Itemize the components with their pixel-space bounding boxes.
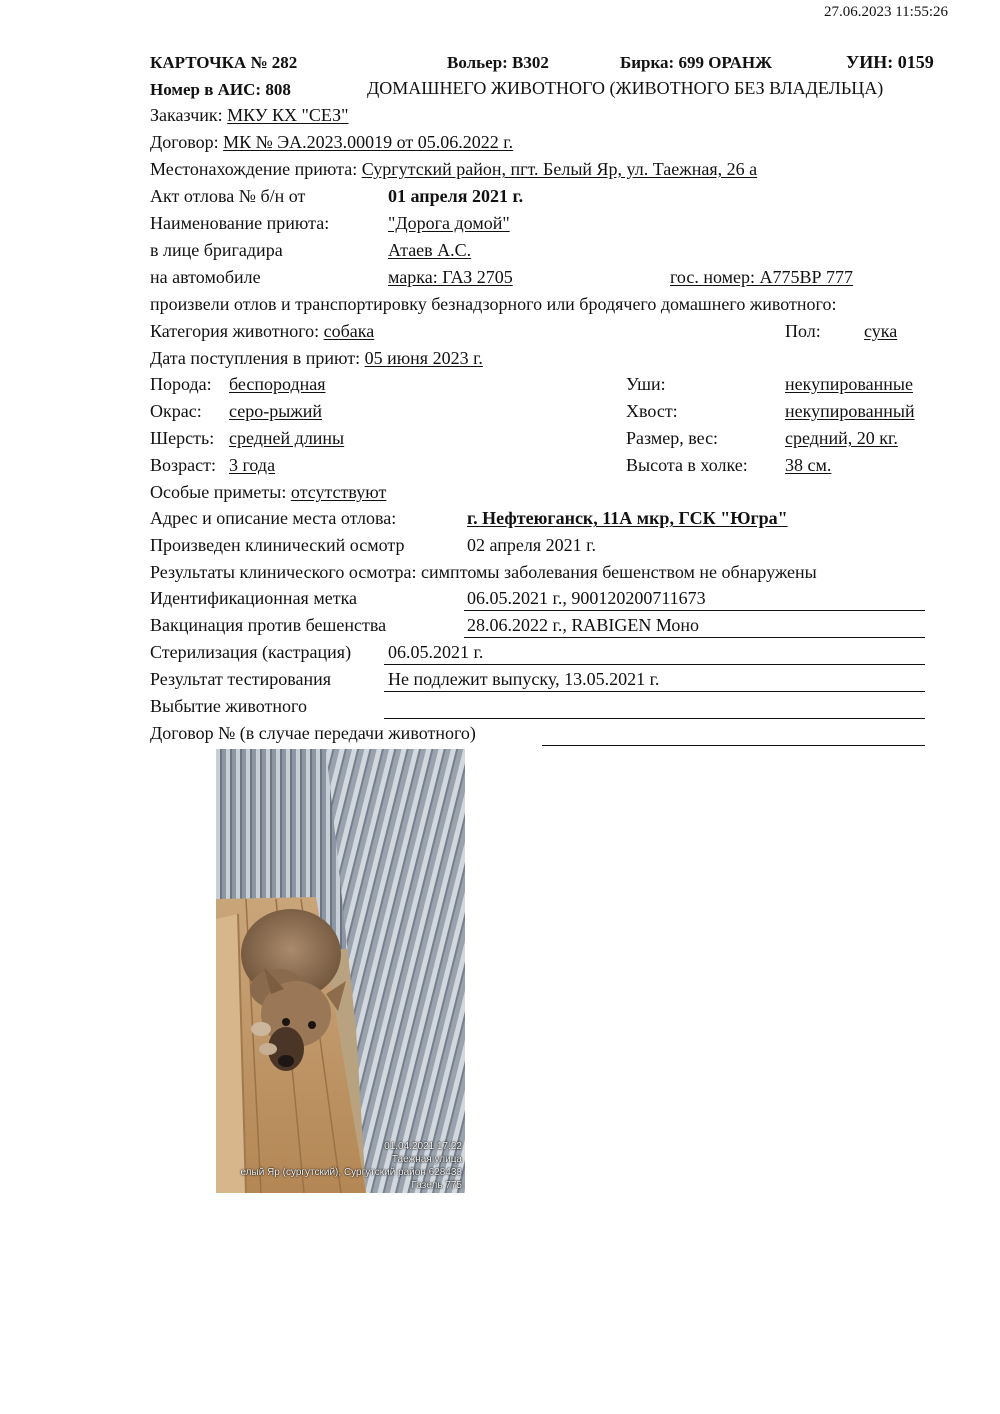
statement: произвели отлов и транспортировку безнадзорного или бродячего домашнего животного:	[150, 294, 837, 314]
height-label: Высота в холке:	[626, 455, 748, 475]
size-value: средний, 20 кг.	[785, 428, 898, 448]
print-timestamp: 27.06.2023 11:55:26	[823, 4, 948, 20]
exam-results-value: симптомы заболевания бешенством не обнаружены	[421, 562, 817, 582]
transfer-contract-label: Договор № (в случае передачи животного)	[150, 723, 476, 743]
customer-label: Заказчик:	[150, 105, 223, 125]
vaccination-value: 28.06.2022 г., RABIGEN Моно	[467, 615, 700, 635]
color-label: Окрас:	[150, 401, 202, 421]
vehicle-brand: марка: ГАЗ 2705	[388, 267, 513, 287]
id-mark-value: 06.05.2021 г., 900120200711673	[467, 588, 706, 608]
test-result-value: Не подлежит выпуску, 13.05.2021 г.	[388, 669, 660, 689]
photo-stamp-locality: елый Яр (сургутский), Сургутский район 628433	[240, 1167, 462, 1178]
vehicle-plate: гос. номер: А775ВР 777	[670, 267, 854, 287]
sex-value: сука	[864, 321, 898, 341]
arrival-row	[150, 348, 483, 369]
catch-act-value: 01 апреля 2021 г.	[388, 186, 524, 206]
shelter-name-label: Наименование приюта:	[150, 213, 330, 233]
breed-label: Порода:	[150, 374, 212, 394]
catch-address-label: Адрес и описание места отлова:	[150, 508, 397, 528]
departure-line	[384, 718, 925, 719]
arrival-label: Дата поступления в приют:	[150, 348, 361, 368]
document-title: ДОМАШНЕГО ЖИВОТНОГО (ЖИВОТНОГО БЕЗ ВЛАДЕЛЬЦА)	[367, 78, 884, 98]
exam-label: Произведен клинический осмотр	[150, 535, 405, 555]
card-number: КАРТОЧКА № 282	[150, 53, 298, 72]
sterilization-line	[384, 664, 925, 665]
id-mark-label: Идентификационная метка	[150, 588, 358, 608]
uin: УИН: 0159	[846, 52, 934, 72]
tail-label: Хвост:	[626, 401, 678, 421]
id-mark-line	[464, 610, 925, 611]
category-row	[150, 321, 374, 342]
marks-label: Особые приметы:	[150, 482, 287, 502]
marks-row	[150, 482, 386, 503]
exam-results-row	[150, 562, 817, 583]
contract-value: МК № ЭА.2023.00019 от 05.06.2022 г.	[223, 132, 514, 152]
vaccination-line	[464, 637, 925, 638]
enclosure: Вольер: В302	[447, 53, 549, 72]
tail-value: некупированный	[785, 401, 915, 421]
vehicle-label: на автомобиле	[150, 267, 261, 287]
color-value: серо-рыжий	[229, 401, 322, 421]
age-label: Возраст:	[150, 455, 216, 475]
fur-label: Шерсть:	[150, 428, 215, 448]
departure-label: Выбытие животного	[150, 696, 307, 716]
shelter-location-value: Сургутский район, пгт. Белый Яр, ул. Таежная, 26 а	[361, 159, 758, 179]
arrival-value: 05 июня 2023 г.	[364, 348, 483, 368]
size-label: Размер, вес:	[626, 428, 719, 448]
transfer-contract-line	[542, 745, 925, 746]
foreman-value: Атаев А.С.	[388, 240, 472, 260]
marks-value: отсутствуют	[290, 482, 387, 502]
category-label: Категория животного:	[150, 321, 320, 341]
breed-value: беспородная	[229, 374, 326, 394]
customer-row	[150, 105, 349, 126]
shelter-location-row	[150, 159, 757, 180]
fur-value: средней длины	[229, 428, 345, 448]
shelter-location-label: Местонахождение приюта:	[150, 159, 358, 179]
exam-value: 02 апреля 2021 г.	[467, 535, 596, 555]
age-value: 3 года	[229, 455, 276, 475]
contract-label: Договор:	[150, 132, 219, 152]
vaccination-label: Вакцинация против бешенства	[150, 615, 387, 635]
photo-stamp-vehicle: Газель 775	[411, 1180, 462, 1191]
catch-address-value: г. Нефтеюганск, 11А мкр, ГСК "Югра"	[467, 508, 788, 528]
tag-number: Бирка: 699 ОРАНЖ	[620, 53, 772, 72]
ears-label: Уши:	[626, 374, 666, 394]
test-result-label: Результат тестирования	[150, 669, 331, 689]
photo-stamp-datetime: 01.04.2021 17:22	[384, 1141, 462, 1152]
sterilization-value: 06.05.2021 г.	[388, 642, 484, 662]
contract-row	[150, 132, 513, 153]
shelter-name-value: "Дорога домой"	[388, 213, 510, 233]
dog-in-enclosure-image	[216, 749, 465, 1193]
ears-value: некупированные	[785, 374, 913, 394]
sex-label: Пол:	[785, 321, 821, 341]
animal-photo	[216, 749, 465, 1193]
foreman-label: в лице бригадира	[150, 240, 283, 260]
category-value: собака	[323, 321, 375, 341]
photo-stamp-street: Таежная улица	[391, 1154, 462, 1165]
exam-results-label: Результаты клинического осмотра:	[150, 562, 417, 582]
customer-value: МКУ КХ "СЕЗ"	[227, 105, 349, 125]
sterilization-label: Стерилизация (кастрация)	[150, 642, 352, 662]
test-result-line	[384, 691, 925, 692]
height-value: 38 см.	[785, 455, 832, 475]
ais-number: Номер в АИС: 808	[150, 80, 291, 99]
catch-act-label: Акт отлова № б/н от	[150, 186, 306, 206]
